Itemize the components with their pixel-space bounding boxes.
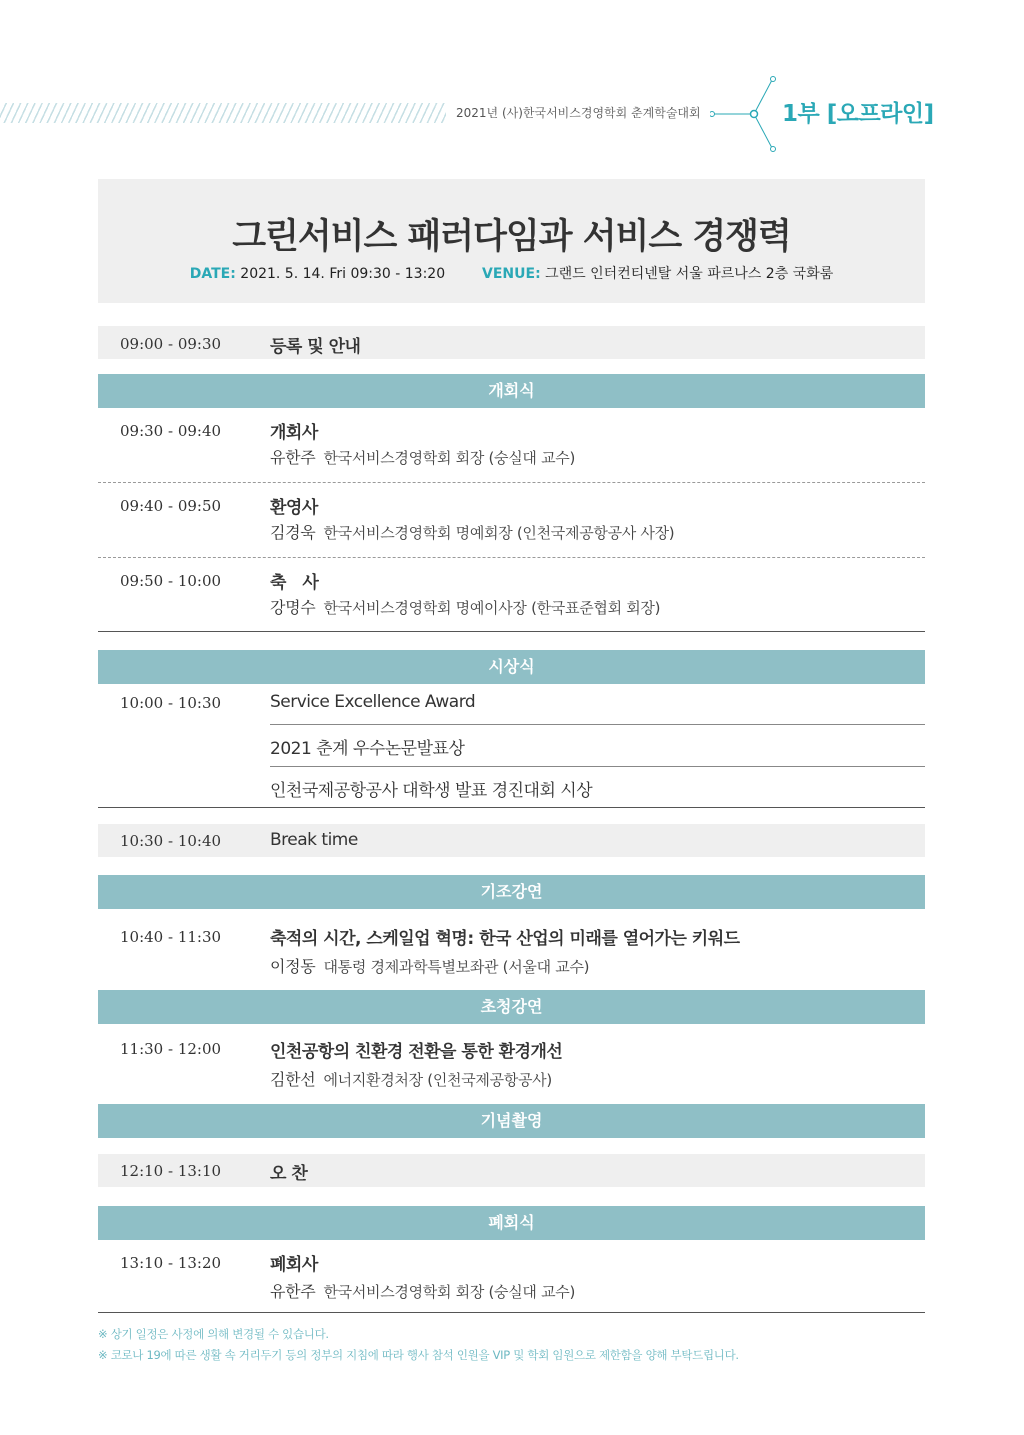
time: 09:00 - 09:30 xyxy=(120,335,222,353)
session-title: 오 찬 xyxy=(270,1164,308,1184)
session-title: 축적의 시간, 스케일업 혁명: 한국 산업의 미래를 열어가는 키워드 xyxy=(270,929,740,949)
speaker xyxy=(270,1067,552,1090)
time: 09:30 - 09:40 xyxy=(120,422,222,440)
speaker-name: 강명수 xyxy=(270,598,316,617)
schedule-item xyxy=(98,418,925,478)
venue-value: 그랜드 인터컨티넨탈 서울 파르나스 2층 국화룸 xyxy=(545,266,834,282)
award-item: Service Excellence Award xyxy=(270,692,476,712)
section-header-closing: 폐회식 xyxy=(98,1206,925,1240)
session-title: 축 사 xyxy=(270,573,319,593)
decorative-hatch xyxy=(0,103,446,123)
awards-block xyxy=(98,684,925,808)
venue-label: VENUE: xyxy=(482,266,541,282)
session-title: 환영사 xyxy=(270,498,318,518)
section-header-awards: 시상식 xyxy=(98,650,925,684)
divider xyxy=(270,766,925,767)
speaker xyxy=(270,445,575,468)
speaker-role: 한국서비스경영학회 명예이사장 (한국표준협회 회장) xyxy=(323,599,661,617)
schedule-item xyxy=(98,924,925,984)
time: 10:00 - 10:30 xyxy=(120,694,222,712)
speaker xyxy=(270,1279,575,1302)
footnote: ※ 코로나 19에 따른 생활 속 거리두기 등의 정부의 지침에 따라 행사 참석 인원을 VIP 및 학회 임원으로 제한함을 양해 부탁드립니다. xyxy=(98,1348,739,1362)
break-row xyxy=(98,824,925,857)
divider xyxy=(98,631,925,632)
schedule-item xyxy=(98,1250,925,1310)
date-label: DATE: xyxy=(189,266,236,282)
speaker-name: 유한주 xyxy=(270,1282,316,1301)
divider xyxy=(270,724,925,725)
date-value: 2021. 5. 14. Fri 09:30 - 13:20 xyxy=(240,266,446,282)
speaker xyxy=(270,520,674,543)
schedule-item xyxy=(98,493,925,553)
schedule-item xyxy=(98,1037,925,1097)
session-title: 등록 및 안내 xyxy=(270,337,361,357)
divider xyxy=(98,557,925,558)
speaker-name: 김한선 xyxy=(270,1070,316,1089)
session-title: 인천공항의 친환경 전환을 통한 환경개선 xyxy=(270,1042,563,1062)
time: 13:10 - 13:20 xyxy=(120,1254,222,1272)
section-header-invited: 초청강연 xyxy=(98,990,925,1024)
time: 11:30 - 12:00 xyxy=(120,1040,222,1058)
session-title: 개회사 xyxy=(270,423,318,443)
speaker-role: 한국서비스경영학회 회장 (숭실대 교수) xyxy=(323,449,576,467)
divider xyxy=(98,482,925,483)
speaker-role: 한국서비스경영학회 회장 (숭실대 교수) xyxy=(323,1283,576,1301)
divider xyxy=(98,1312,925,1313)
part-label: 1부 [오프라인] xyxy=(782,101,934,127)
section-header-keynote: 기조강연 xyxy=(98,875,925,909)
conference-name: 2021년 (사)한국서비스경영학회 춘계학술대회 xyxy=(456,106,701,120)
divider xyxy=(98,807,925,808)
lunch-row xyxy=(98,1154,925,1187)
session-title: Break time xyxy=(270,830,358,850)
time: 09:40 - 09:50 xyxy=(120,497,222,515)
section-header-photo: 기념촬영 xyxy=(98,1104,925,1138)
speaker-name: 이정동 xyxy=(270,957,316,976)
speaker-role: 대통령 경제과학특별보좌관 (서울대 교수) xyxy=(323,958,590,976)
registration-row xyxy=(98,326,925,359)
time: 10:40 - 11:30 xyxy=(120,928,222,946)
session-title: 폐회사 xyxy=(270,1255,318,1275)
title-box xyxy=(98,179,925,303)
time: 09:50 - 10:00 xyxy=(120,572,222,590)
footnote: ※ 상기 일정은 사정에 의해 변경될 수 있습니다. xyxy=(98,1327,329,1341)
speaker xyxy=(270,954,589,977)
connector-graphic xyxy=(710,74,780,154)
speaker-role: 한국서비스경영학회 명예회장 (인천국제공항공사 사장) xyxy=(323,524,675,542)
time: 12:10 - 13:10 xyxy=(120,1162,222,1180)
section-header-opening: 개회식 xyxy=(98,374,925,408)
speaker-name: 유한주 xyxy=(270,448,316,467)
speaker-role: 에너지환경처장 (인천국제공항공사) xyxy=(323,1071,552,1089)
speaker xyxy=(270,595,660,618)
time: 10:30 - 10:40 xyxy=(120,832,222,850)
schedule-item xyxy=(98,568,925,628)
event-meta xyxy=(98,263,925,283)
award-item: 인천국제공항공사 대학생 발표 경진대회 시상 xyxy=(270,781,593,801)
page-title: 그린서비스 패러다임과 서비스 경쟁력 xyxy=(232,217,791,257)
speaker-name: 김경욱 xyxy=(270,523,316,542)
award-item: 2021 춘계 우수논문발표상 xyxy=(270,739,465,759)
